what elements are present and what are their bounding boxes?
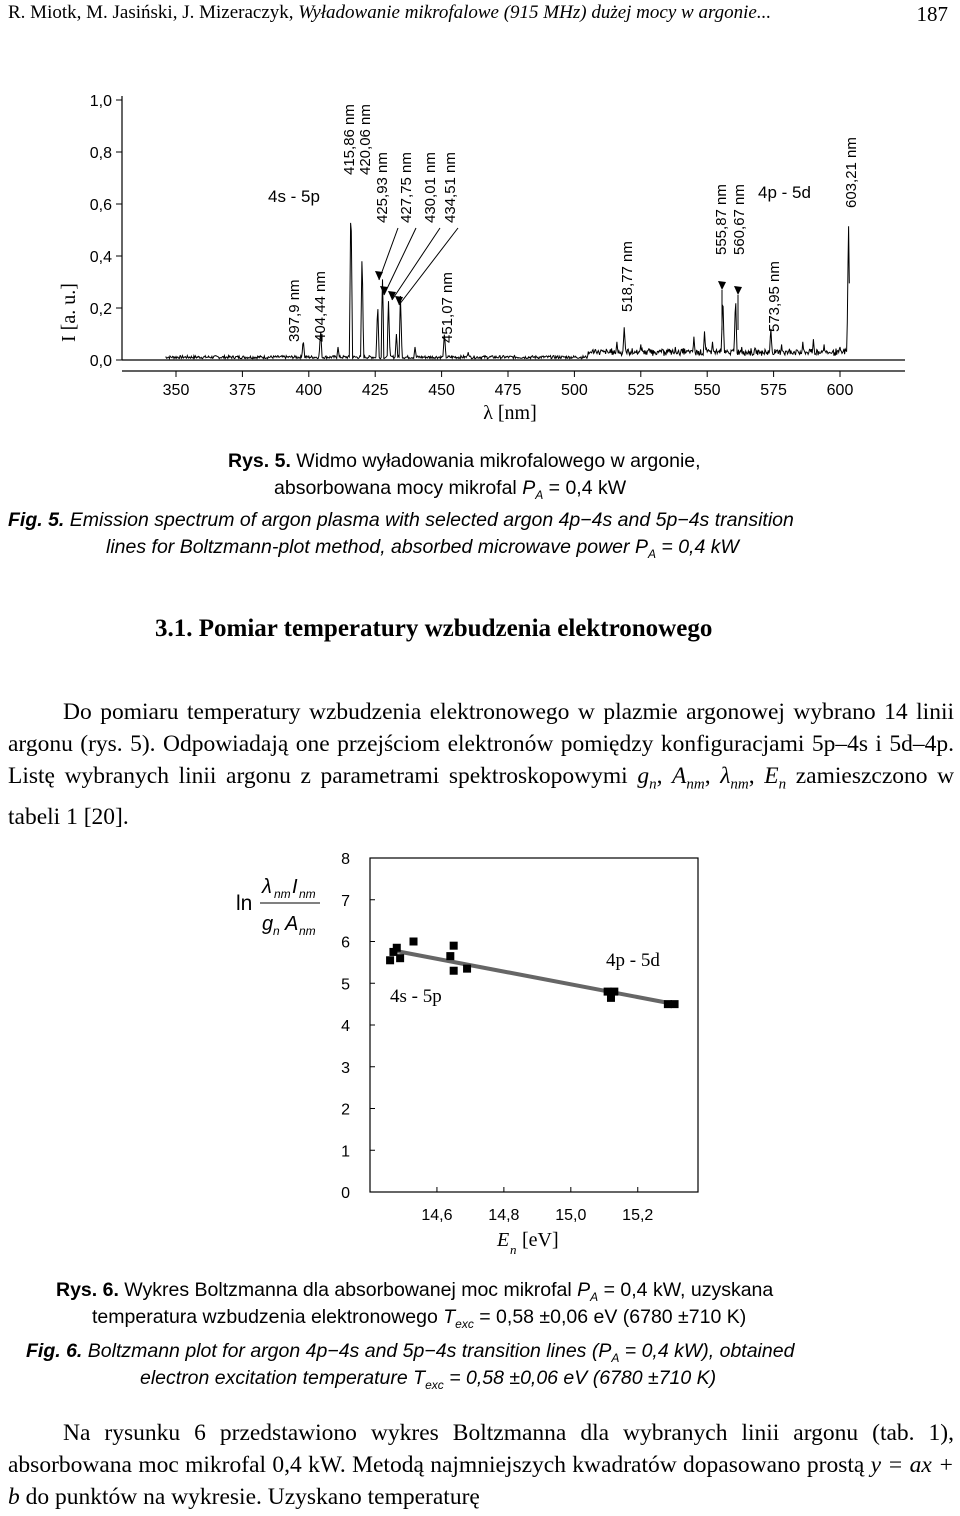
boltzmann-data-point — [450, 942, 458, 950]
boltzmann-frame — [370, 858, 698, 1192]
fig6-en-tsymbol: T — [413, 1367, 426, 1389]
boltzmann-y-tick-label: 3 — [341, 1059, 350, 1077]
spectrum-arrowhead — [718, 281, 726, 290]
spectrum-arrowhead — [734, 286, 742, 295]
spectrum-peak-label: 560,67 nm — [731, 184, 748, 255]
spectrum-y-tick-label: 0,4 — [89, 249, 112, 266]
fig5-en-line2-text: lines for Boltzmann-plot method, absorbed microwave power — [106, 536, 630, 558]
spectrum-peak-label: 430,01 nm — [422, 152, 439, 223]
fig6-pl-label: Rys. 6. — [56, 1279, 119, 1301]
boltzmann-xlabel-sub: n — [510, 1242, 517, 1257]
fig5-en-symbol: P — [634, 536, 648, 558]
boltzmann-y-tick-label: 1 — [341, 1143, 350, 1161]
spectrum-x-tick-label: 400 — [295, 382, 323, 399]
boltzmann-y-tick-label: 4 — [341, 1018, 350, 1035]
fig6-pl-tsubscript: exc — [455, 1316, 474, 1331]
fig6-caption-pl-line2 — [92, 1304, 746, 1338]
fig6-en-subscript: A — [611, 1350, 620, 1365]
para2-text: Na rysunku 6 przedstawiono wykres Boltzmanna dla wybranych linii argonu (tab. 1), absorbowana moc mikrofal 0,4 kW. Metodą najmniejszych kwadratów dopasowano prostą — [8, 1420, 954, 1478]
spectrum-y-ticks — [90, 93, 122, 370]
svg-text:ln: ln — [236, 892, 253, 915]
boltzmann-data-point — [446, 952, 454, 960]
boltzmann-y-tick-label: 5 — [341, 976, 350, 994]
spectrum-peak-label: 555,87 nm — [713, 184, 730, 255]
section-heading: 3.1. Pomiar temperatury wzbudzenia elektronowego — [155, 615, 713, 642]
para1-e: E — [764, 763, 779, 789]
fig5-caption-pl — [228, 448, 701, 475]
boltzmann-data-point — [463, 965, 471, 973]
spectrum-x-ticks — [163, 371, 854, 399]
fig5-en-label: Fig. 5. — [8, 509, 65, 531]
fig5-en-value: = 0,4 kW — [661, 536, 739, 558]
spectrum-x-tick-label: 450 — [428, 382, 455, 399]
boltzmann-data-point — [386, 956, 394, 964]
spectrum-peak-label: 518,77 nm — [619, 241, 636, 312]
spectrum-y-tick-label: 0,6 — [89, 197, 112, 214]
para1-g-sub: n — [649, 776, 657, 793]
boltzmann-x-tick-label: 15,0 — [555, 1207, 587, 1224]
boltzmann-data-point — [410, 938, 418, 946]
spectrum-y-tick-label: 0,0 — [89, 353, 112, 370]
boltzmann-x-tick-label: 15,2 — [622, 1207, 654, 1224]
fig6-en-value: = 0,4 kW), obtained — [624, 1340, 795, 1362]
spectrum-peak-labels — [286, 104, 860, 343]
fig5-en-line1: Emission spectrum of argon plasma with selected argon 4p−4s and 5p−4s transition — [69, 509, 794, 531]
fig5-pl-line1: Widmo wyładowania mikrofalowego w argonie, — [296, 450, 701, 472]
fig6-pl-value: = 0,4 kW, uzyskana — [603, 1279, 774, 1301]
spectrum-x-tick-label: 550 — [693, 382, 721, 399]
para1-lambda-sub: nm — [730, 776, 749, 793]
para2-equation: y = ax + b — [8, 1452, 955, 1510]
boltzmann-data-point — [393, 944, 401, 952]
fig5-pl-subscript: A — [535, 487, 544, 502]
para1-lambda: λ — [720, 763, 731, 789]
para1-text: Do pomiaru temperatury wzbudzenia elektronowego w plazmie argonowej wybrano 14 linii argonu (rys. 5). Odpowiadają one przejściom elektronów pomiędzy konfiguracjami 5p–4s i 5d–4p. Listę wybranych linii argonu z parametrami spektroskopowymi — [8, 699, 954, 789]
fig5-pl-label: Rys. 5. — [228, 450, 291, 472]
para1-g: g — [637, 763, 650, 789]
spectrum-y-tick-label: 0,8 — [89, 145, 112, 162]
spectrum-peak-label: 397,9 nm — [286, 279, 303, 342]
spectrum-peak-label: 603,21 nm — [843, 137, 860, 208]
fig5-pl-symbol: P — [522, 477, 536, 499]
fig5-caption-pl-line2 — [274, 475, 626, 509]
spectrum-peak-label: 420,06 nm — [357, 104, 374, 175]
para1-a: A — [672, 763, 687, 789]
spectrum-x-tick-label: 575 — [760, 382, 787, 399]
fig5-pl-line2-text: absorbowana mocy mikrofal — [274, 477, 517, 499]
running-head — [8, 2, 952, 28]
spectrum-x-tick-label: 500 — [561, 382, 588, 399]
spectrum-arrow — [384, 228, 416, 295]
boltzmann-y-tick-label: 7 — [341, 892, 350, 910]
svg-text:nm: nm — [299, 887, 316, 901]
boltzmann-annotation-4s-5p: 4s - 5p — [390, 986, 442, 1007]
boltzmann-data-point — [610, 988, 618, 996]
spectrum-peak-label: 425,93 nm — [374, 152, 391, 223]
spectrum-peak-label: 427,75 nm — [398, 152, 415, 223]
boltzmann-y-tick-label: 6 — [341, 934, 350, 952]
para1-text-end: zamieszczono w tabeli 1 [20]. — [8, 763, 955, 830]
fig6-en-line1: Boltzmann plot for argon 4p−4s and 5p−4s transition lines ( — [87, 1340, 599, 1362]
boltzmann-data-point — [396, 954, 404, 962]
fig6-pl-tsymbol: T — [443, 1306, 456, 1328]
fig6-pl-line1: Wykres Boltzmanna dla absorbowanej moc mikrofal — [124, 1279, 572, 1301]
svg-text:nm: nm — [274, 887, 291, 901]
spectrum-peak-label: 434,51 nm — [442, 152, 459, 223]
para2-text-end: do punktów na wykresie. Uzyskano temperaturę — [25, 1484, 480, 1510]
boltzmann-x-tick-label: 14,8 — [488, 1207, 520, 1224]
boltzmann-y-axis-label — [236, 876, 320, 938]
spectrum-x-tick-label: 375 — [229, 382, 256, 399]
spectrum-y-tick-label: 1,0 — [89, 93, 112, 110]
fig6-pl-subscript: A — [590, 1289, 599, 1304]
fig5-caption-en — [8, 507, 794, 534]
spectrum-x-axis-label: λ [nm] — [483, 402, 537, 424]
svg-text:I: I — [292, 876, 298, 898]
spectrum-axes — [122, 96, 905, 371]
spectrum-x-tick-label: 475 — [494, 382, 522, 399]
boltzmann-y-tick-label: 2 — [341, 1101, 350, 1119]
boltzmann-x-axis-label — [496, 1229, 559, 1257]
para1-e-sub: n — [778, 776, 787, 793]
paragraph-2 — [8, 1417, 954, 1513]
svg-text:g: g — [262, 913, 274, 935]
boltzmann-xlabel-unit: [eV] — [522, 1229, 559, 1251]
svg-text:nm: nm — [299, 924, 316, 938]
boltzmann-annotation-4p-5d: 4p - 5d — [606, 950, 660, 971]
spectrum-y-axis-label: I [a. u.] — [58, 283, 80, 342]
spectrum-x-tick-label: 425 — [361, 382, 389, 399]
boltzmann-data-point — [671, 1000, 679, 1008]
fig6-en-tsubscript: exc — [425, 1377, 444, 1392]
fig5-en-subscript: A — [647, 546, 656, 561]
figure-5-spectrum-chart — [0, 80, 960, 430]
boltzmann-xlabel-E: E — [497, 1229, 510, 1251]
fig6-en-line2: electron excitation temperature — [140, 1367, 408, 1389]
spectrum-peak-label: 451,07 nm — [439, 272, 456, 343]
boltzmann-x-tick-label: 14,6 — [421, 1207, 453, 1224]
boltzmann-y-tick-label: 0 — [341, 1185, 350, 1202]
boltzmann-data-point — [450, 967, 458, 975]
fig6-pl-line2: temperatura wzbudzenia elektronowego — [92, 1306, 438, 1328]
spectrum-peak-label: 415,86 nm — [341, 104, 358, 175]
spectrum-arrowhead — [395, 296, 403, 305]
svg-text:λ: λ — [262, 876, 272, 898]
boltzmann-y-tick-label: 8 — [341, 851, 350, 868]
spectrum-y-tick-label: 0,2 — [89, 301, 112, 318]
fig5-pl-value: = 0,4 kW — [548, 477, 627, 499]
fig6-en-tvalue: = 0,58 ±0,06 eV (6780 ±710 K) — [449, 1367, 717, 1389]
spectrum-arrowhead — [375, 271, 383, 280]
figure-6-boltzmann-chart — [0, 840, 960, 1260]
page-number: 187 — [916, 2, 948, 26]
svg-text:A: A — [285, 913, 299, 935]
fig6-pl-tvalue: = 0,58 ±0,06 eV (6780 ±710 K) — [479, 1306, 747, 1328]
paragraph-1: Do pomiaru temperatury wzbudzenia elektronowego w plazmie argonowej wybrano 14 linii argonu (rys. 5). Odpowiadają one przejściom elektronów pomiędzy konfiguracjami 5p–4s i 5d–4p. Listę wybranych linii argonu z parametrami spektroskopowymi $g_n$, $A_{nm}$, $\lambda_{nm}$, $E_n$ zamieszczono w tabeli 1 [20]. — [8, 699, 955, 830]
fig6-en-symbol: P — [598, 1340, 612, 1362]
fig6-pl-symbol: P — [577, 1279, 591, 1301]
spectrum-annotation-4s-5p: 4s - 5p — [268, 187, 320, 206]
header-title: Wyładowanie mikrofalowe (915 MHz) dużej mocy w argonie... — [298, 2, 772, 23]
svg-text:n: n — [273, 924, 280, 938]
spectrum-x-tick-label: 600 — [826, 382, 854, 399]
header-authors: R. Miotk, M. Jasiński, J. Mizeraczyk, — [8, 2, 294, 23]
spectrum-x-tick-label: 350 — [162, 382, 190, 399]
spectrum-peak-label: 573,95 nm — [766, 261, 783, 332]
spectrum-x-tick-label: 525 — [627, 382, 655, 399]
para1-a-sub: nm — [686, 776, 705, 793]
fig5-caption-en-line2 — [106, 534, 739, 568]
boltzmann-plot-frame — [370, 858, 698, 1192]
fig6-en-label: Fig. 6. — [26, 1340, 83, 1362]
spectrum-peak-label: 404,44 nm — [312, 271, 329, 342]
fig6-caption-en-line2 — [140, 1365, 716, 1399]
spectrum-annotation-4p-5d: 4p - 5d — [758, 183, 811, 202]
spectrum-arrowhead — [380, 286, 388, 295]
